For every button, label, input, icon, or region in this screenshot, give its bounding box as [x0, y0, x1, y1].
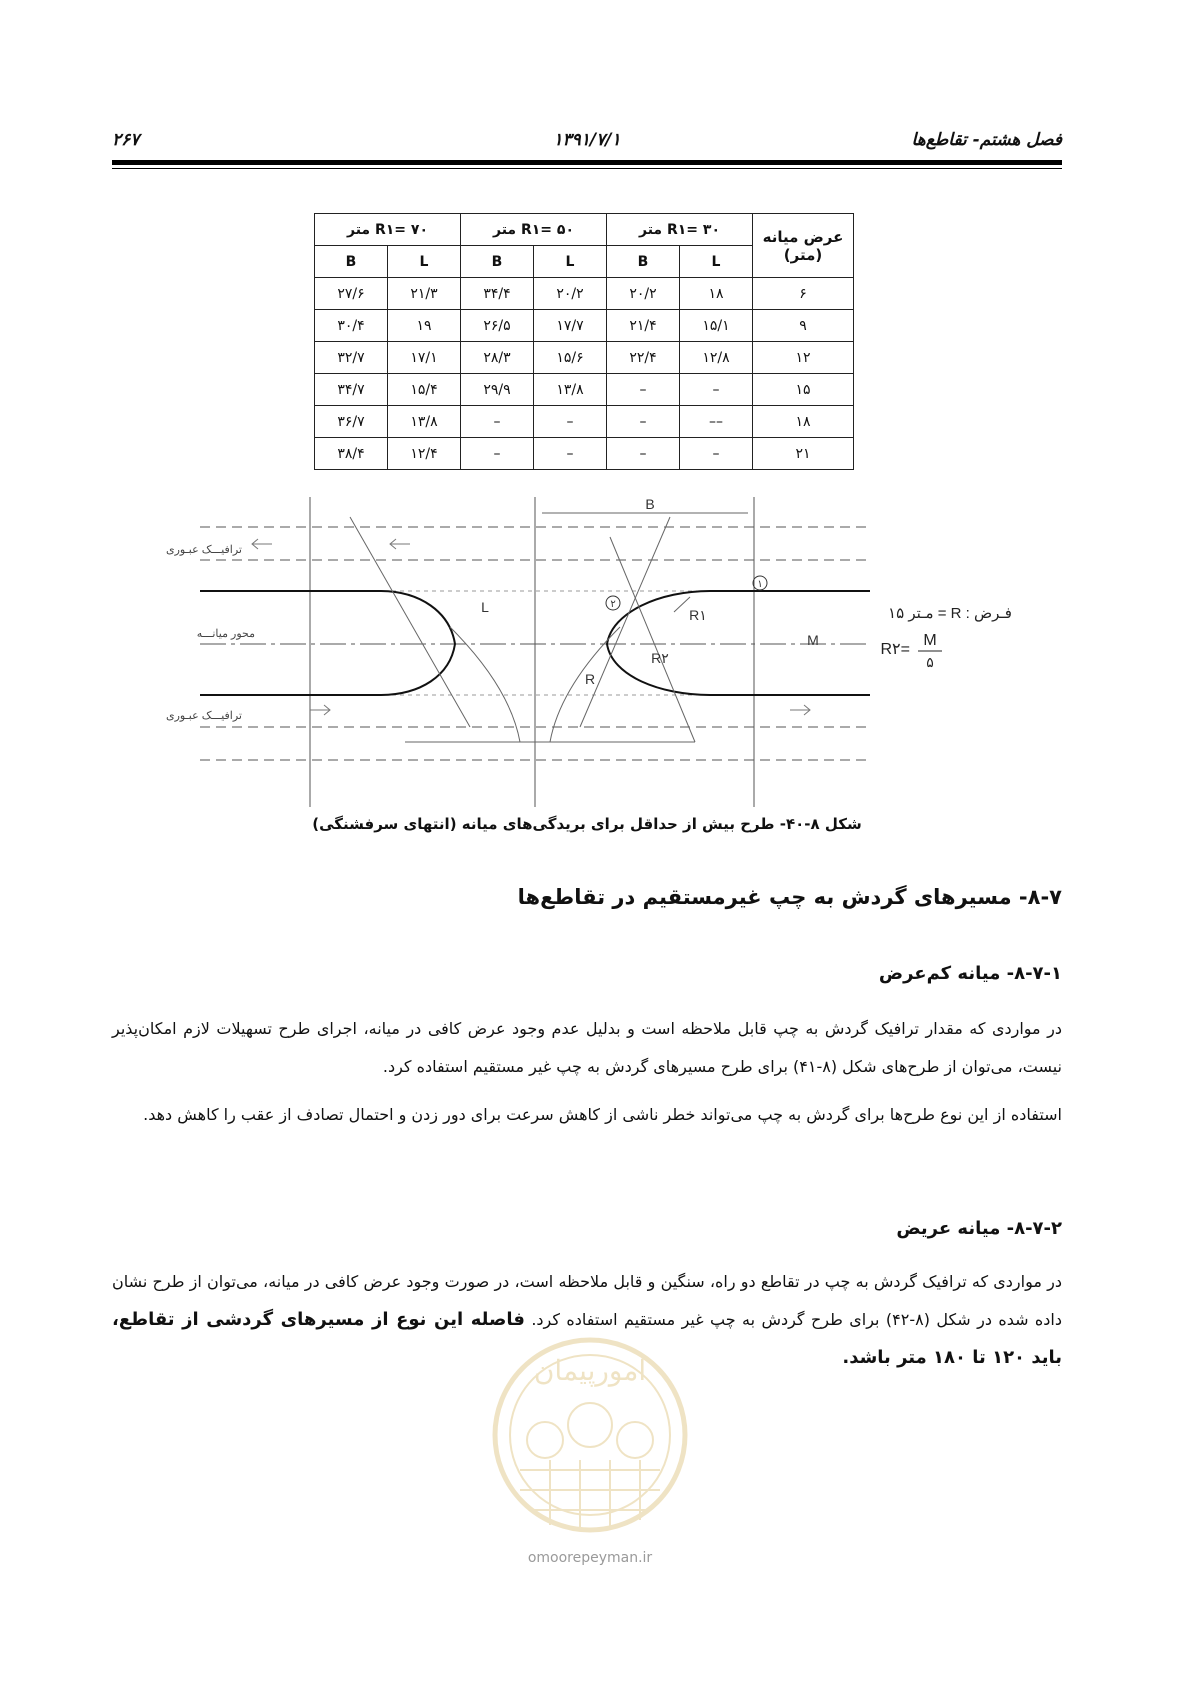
watermark-logo-text: امورپیمان	[533, 1354, 647, 1387]
table-cell: –	[461, 406, 534, 438]
table-cell: ۲۸/۳	[461, 342, 534, 374]
table-cell: ۱۲	[753, 342, 854, 374]
paragraph-bold-text: فاصله این نوع از مسیرهای گردشی از تقاطع، باید ۱۲۰ تا ۱۸۰ متر باشد.	[112, 1309, 1062, 1368]
label-R2: R۲	[651, 650, 669, 666]
dim-M-label: M	[807, 632, 819, 648]
table-row	[315, 310, 854, 342]
chapter-title: فصل هشتم- تقاطع‌ها	[911, 130, 1062, 150]
label-R: R	[584, 671, 596, 687]
label-R1: R۱	[689, 607, 707, 623]
table-cell: ۲۲/۴	[607, 342, 680, 374]
label-through-traffic-bottom: ترافیـــک عبـوری	[165, 710, 242, 722]
table-cell: –	[534, 438, 607, 470]
table-cell: ۳۰/۴	[315, 310, 388, 342]
table-group-header: R۱= ۳۰ متر	[607, 214, 753, 246]
median-opening-diagram	[150, 487, 1030, 807]
table-cell: –	[534, 406, 607, 438]
R2-formula-numerator: M	[923, 632, 937, 649]
assumption-note: ۱۵ مـتر = R : فـرض	[888, 605, 1012, 622]
table-cell: ۱۵/۴	[388, 374, 461, 406]
R2-formula-label: R۲=	[880, 641, 910, 658]
section-title: ۸-۷- مسیرهای گردش به چپ غیرمستقیم در تقاطع‌ها	[517, 885, 1062, 909]
table-cell: –	[607, 374, 680, 406]
page-number: ۲۶۷	[112, 130, 140, 150]
table-row	[315, 342, 854, 374]
table-cell: ۱۸	[753, 406, 854, 438]
table-subheader: L	[680, 246, 753, 278]
table-subheader: B	[315, 246, 388, 278]
table-group-header: R۱= ۷۰ متر	[315, 214, 461, 246]
table-cell: ۹	[753, 310, 854, 342]
table-cell: –	[607, 438, 680, 470]
median-opening-table	[314, 213, 854, 470]
table-cell: ۳۸/۴	[315, 438, 388, 470]
table-subheader: L	[534, 246, 607, 278]
table-cell: ۱۷/۱	[388, 342, 461, 374]
table-row	[315, 438, 854, 470]
table-cell: ۲۱	[753, 438, 854, 470]
marker-2: ۲	[610, 599, 616, 610]
table-cell: ۲۰/۲	[607, 278, 680, 310]
table-cell: ––	[680, 406, 753, 438]
label-median-axis: محور میانـــه	[196, 628, 255, 640]
figure-caption: شکل ۸-۴۰- طرح بیش از حداقل برای بریدگی‌های میانه (انتهای سرفشنگی)	[312, 815, 862, 833]
watermark-logo	[490, 1320, 690, 1570]
table-cell: ۱۳/۸	[388, 406, 461, 438]
paragraph-text: در مواردی که ترافیک گردش به چپ در تقاطع دو راه، سنگین و قابل ملاحظه است، در صورت وجود عرض کافی در میانه، می‌توان از طرح نشان داده شده در شکل (۸-۴۲) برای طرح گردش به چپ غیر مستقیم استفاده کرد.	[112, 1272, 1063, 1329]
table-row	[315, 406, 854, 438]
table-cell: –	[461, 438, 534, 470]
subsection-title-2: ۸-۷-۲- میانه عریض	[896, 1218, 1062, 1239]
table-cell: ۱۵/۱	[680, 310, 753, 342]
table-cell: ۲۹/۹	[461, 374, 534, 406]
table-cell: –	[680, 438, 753, 470]
table-cell: ۲۷/۶	[315, 278, 388, 310]
table-cell: ۱۵	[753, 374, 854, 406]
table-col-median: عرض میانه (متر)	[753, 214, 854, 278]
dim-L-label: L	[481, 599, 489, 615]
paragraph: در مواردی که مقدار ترافیک گردش به چپ قابل ملاحظه است و بدلیل عدم وجود عرض کافی در میانه، اجرای طرح تسهیلات لازم امکان‌پذیر نیست، می‌توان از طرح‌های شکل (۸-۴۱) برای طرح مسیرهای گردش به چپ غیر مستقیم استفاده کرد.	[112, 1019, 1062, 1076]
table-header-row	[315, 214, 854, 246]
table-cell: ۱۲/۴	[388, 438, 461, 470]
dim-B-label: B	[645, 496, 655, 512]
header-rule-thick	[112, 160, 1062, 165]
table-cell: ۱۸	[680, 278, 753, 310]
table-cell: ۲۰/۲	[534, 278, 607, 310]
table-group-header: R۱= ۵۰ متر	[461, 214, 607, 246]
table-row	[315, 278, 854, 310]
marker-1: ۱	[757, 579, 763, 590]
table-cell: ۱۳/۸	[534, 374, 607, 406]
table-cell: ۱۷/۷	[534, 310, 607, 342]
table-subheader: B	[461, 246, 534, 278]
table-cell: ۳۴/۷	[315, 374, 388, 406]
table-cell: ۱۲/۸	[680, 342, 753, 374]
table-cell: ۲۱/۴	[607, 310, 680, 342]
header-rule-thin	[112, 168, 1062, 169]
paragraph: استفاده از این نوع طرح‌ها برای گردش به چپ می‌تواند خطر ناشی از کاهش سرعت برای دور زدن و احتمال تصادف از عقب را کاهش دهد.	[143, 1105, 1062, 1124]
table-cell: ۳۲/۷	[315, 342, 388, 374]
label-through-traffic-top: ترافیـــک عبـوری	[165, 544, 242, 556]
table-cell: –	[607, 406, 680, 438]
table-subheader: L	[388, 246, 461, 278]
table-cell: ۲۱/۳	[388, 278, 461, 310]
table-row	[315, 374, 854, 406]
table-cell: ۱۹	[388, 310, 461, 342]
table-cell: –	[680, 374, 753, 406]
table-cell: ۲۶/۵	[461, 310, 534, 342]
table-cell: ۳۴/۴	[461, 278, 534, 310]
table-cell: ۱۵/۶	[534, 342, 607, 374]
table-cell: ۶	[753, 278, 854, 310]
header-date: ۱۳۹۱/۷/۱	[553, 130, 621, 150]
subsection-title-1: ۸-۷-۱- میانه کم‌عرض	[878, 963, 1062, 984]
R2-formula-denominator: ۵	[926, 654, 934, 670]
watermark-site: omoorepeyman.ir	[527, 1550, 653, 1566]
table-subheader: B	[607, 246, 680, 278]
table-cell: ۳۶/۷	[315, 406, 388, 438]
page-header	[112, 130, 1062, 156]
